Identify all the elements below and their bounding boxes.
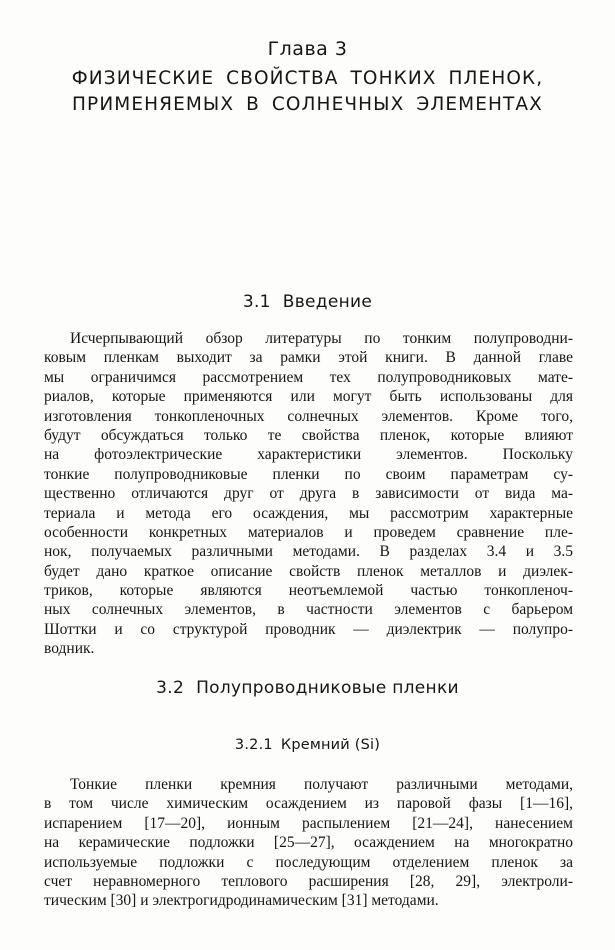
- section-number: 3.2: [156, 678, 185, 698]
- chapter-title: [0, 66, 615, 118]
- text-line: щественно отличаются друг от друга в зависимости от вида ма-: [44, 485, 573, 503]
- text-line: в том числе химическим осаждением из паровой фазы [1—16],: [44, 795, 573, 813]
- subsection-heading-3-2-1: [0, 737, 615, 753]
- text-line: тонкие полупроводниковые пленки по своим параметрам су-: [44, 465, 573, 483]
- text-line: изготовления тонкопленочных солнечных элементов. Кроме того,: [44, 407, 573, 425]
- intro-paragraph: [44, 329, 573, 659]
- text-line: на фотоэлектрические характеристики элементов. Поскольку: [44, 446, 573, 464]
- section-title: Полупроводниковые пленки: [196, 678, 459, 698]
- subsection-number: 3.2.1: [234, 737, 273, 753]
- section-number: 3.1: [242, 292, 271, 312]
- text-line: мы ограничимся рассмотрением тех полупроводниковых мате-: [44, 368, 573, 386]
- text-line: ковым пленкам выходит за рамки этой книги. В данной главе: [44, 349, 573, 367]
- text-line: Шоттки и со структурой проводник — диэлектрик — полупро-: [44, 620, 573, 638]
- chapter-title-line: ФИЗИЧЕСКИЕ СВОЙСТВА ТОНКИХ ПЛЕНОК,: [71, 68, 544, 89]
- silicon-paragraph: [44, 775, 573, 911]
- section-title: Введение: [282, 292, 373, 312]
- text-line: на керамические подложки [25—27], осаждением на многократно: [44, 834, 573, 852]
- text-line: водник.: [44, 640, 95, 658]
- text-line: риалов, которые применяются или могут быть использованы для: [44, 388, 573, 406]
- text-line: будут обсуждаться только те свойства пленок, которые влияют: [44, 426, 573, 444]
- text-line: ных солнечных элементов, в частности элементов с барьером: [44, 601, 573, 619]
- text-line: счет неравномерного теплового расширения [28, 29], электроли-: [44, 872, 573, 890]
- text-line: используемые подложки с последующим отделением пленок за: [44, 853, 573, 871]
- text-line: триков, которые являются неотъемлемой частью тонкопленоч-: [44, 582, 573, 600]
- text-line: испарением [17—20], ионным распылением [21—24], нанесением: [44, 814, 573, 832]
- text-line: будет дано краткое описание свойств пленок металлов и диэлек-: [44, 562, 573, 580]
- text-line: особенности конкретных материалов и проведем сравнение пле-: [44, 523, 573, 541]
- text-line: Исчерпывающий обзор литературы по тонким полупроводни-: [70, 330, 573, 347]
- text-line: териала и метода его осаждения, мы рассмотрим характерные: [44, 504, 573, 522]
- subsection-title: Кремний (Si): [280, 737, 381, 753]
- chapter-title-line: ПРИМЕНЯЕМЫХ В СОЛНЕЧНЫХ ЭЛЕМЕНТАХ: [72, 94, 543, 115]
- text-line: нок, получаемых различными методами. В разделах 3.4 и 3.5: [44, 543, 573, 561]
- text-line: Тонкие пленки кремния получают различными методами,: [70, 776, 573, 793]
- text-line: тическим [30] и электрогидродинамическим [31] методами.: [44, 892, 439, 910]
- section-heading-3-2: [0, 678, 615, 698]
- chapter-label: Глава 3: [267, 38, 348, 60]
- section-heading-3-1: [0, 292, 615, 312]
